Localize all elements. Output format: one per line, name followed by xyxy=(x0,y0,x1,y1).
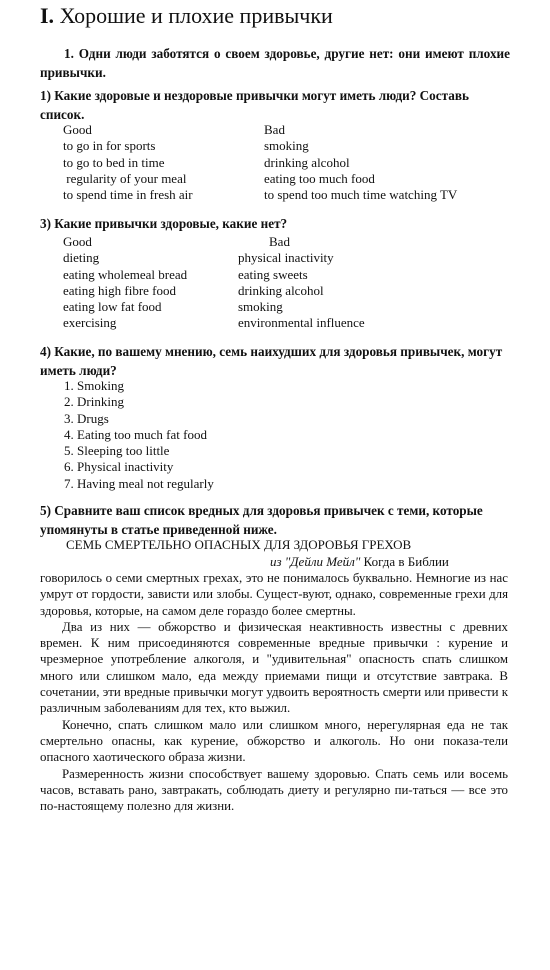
task-1-intro: 1. Одни люди заботятся о своем здоровье, другие нет: они имеют плохие привычки. xyxy=(40,46,510,80)
list-item: to spend time in fresh air xyxy=(63,187,193,203)
list-item: 7. Having meal not regularly xyxy=(64,475,214,491)
list-item: 6. Physical inactivity xyxy=(64,459,174,475)
list-item: eating too much food xyxy=(264,170,375,186)
list-item: smoking xyxy=(238,299,283,315)
good-list-3 xyxy=(63,234,187,332)
list-item: to go in for sports xyxy=(63,138,156,154)
bad-list-3 xyxy=(238,234,365,332)
list-item: to spend too much time watching TV xyxy=(264,187,458,203)
list-item: drinking alcohol xyxy=(264,154,350,170)
question-3: 3) Какие привычки здоровые, какие нет? xyxy=(40,216,288,231)
list-item: eating sweets xyxy=(238,266,308,282)
article-paragraph-1: говорилось о семи смертных грехах, это не понималось буквально. Немногие из нас умрут от гордости, зависти или злобы. Сущест-вуют, однако, современные грехи для здоровья, которые, на самом деле гораздо более смертны. xyxy=(40,571,508,618)
bad-header: Bad xyxy=(264,122,285,137)
list-item: 5. Sleeping too little xyxy=(64,443,170,459)
list-item: 2. Drinking xyxy=(64,394,124,410)
section-number: I. xyxy=(40,3,55,28)
article-paragraph-3: Конечно, спать слишком мало или слишком много, нерегулярная еда не так смертельно опасны, как курение, обжорство и алкоголь. Но они показа-тели опасного хаотического образа жизни. xyxy=(40,717,508,765)
list-item: eating high fibre food xyxy=(63,282,176,298)
list-item: dieting xyxy=(63,250,100,266)
article-source xyxy=(270,554,449,570)
source-name: из "Дейли Мейл" xyxy=(270,554,361,569)
list-item: eating wholemeal bread xyxy=(63,266,188,282)
list-item: exercising xyxy=(63,315,117,331)
list-item: smoking xyxy=(264,138,309,154)
good-header: Good xyxy=(63,122,92,137)
list-item: eating low fat food xyxy=(63,299,162,315)
page-title xyxy=(40,2,333,30)
list-item: to go to bed in time xyxy=(63,154,165,170)
question-1: 1) Какие здоровые и нездоровые привычки могут иметь люди? Составь список. xyxy=(40,88,469,122)
article-paragraph-2: Два из них — обжорство и физическая неактивность известны с древних времен. К ним присоединяются современные вредные привычки : курение и чрезмерное употребление алкоголя, и "удивительная" опасность спать слишком много или слишком мало, еда между приемами пищи и отсутствие завтрака. В сочетании, эти вредные привычки могут удвоить вероятность смерти или привести к различным заболеваниям для тех, кто выжил. xyxy=(40,619,508,716)
list-item: 4. Eating too much fat food xyxy=(64,426,207,442)
article-body xyxy=(40,570,508,814)
list-item: drinking alcohol xyxy=(238,282,324,298)
bad-list-1 xyxy=(264,122,457,203)
list-item: environmental influence xyxy=(238,315,365,331)
good-list-1 xyxy=(63,122,193,203)
article-paragraph-4: Размеренность жизни способствует вашему здоровью. Спать семь или восемь часов, вставать рано, завтракать, соблюдать диету и регулярно пи-таться — все это по-настоящему полезно для жизни. xyxy=(40,766,508,814)
list-item: physical inactivity xyxy=(238,250,334,266)
list-item: regularity of your meal xyxy=(63,170,187,186)
list-item: 1. Smoking xyxy=(64,378,124,393)
section-title: Хорошие и плохие привычки xyxy=(59,3,333,28)
bad-header: Bad xyxy=(269,234,290,249)
question-4: 4) Какие, по вашему мнению, семь наихудших для здоровья привычек, могут иметь люди? xyxy=(40,344,503,378)
source-tail: Когда в Библии xyxy=(360,554,449,569)
article-title: СЕМЬ СМЕРТЕЛЬНО ОПАСНЫХ ДЛЯ ЗДОРОВЬЯ ГРЕХОВ xyxy=(66,537,412,552)
worst-habits-list xyxy=(64,378,214,492)
list-item: 3. Drugs xyxy=(64,410,109,426)
good-header: Good xyxy=(63,234,92,249)
question-5: 5) Сравните ваш список вредных для здоровья привычек с теми, которые упомянуты в статье приведенной ниже. xyxy=(40,503,483,537)
